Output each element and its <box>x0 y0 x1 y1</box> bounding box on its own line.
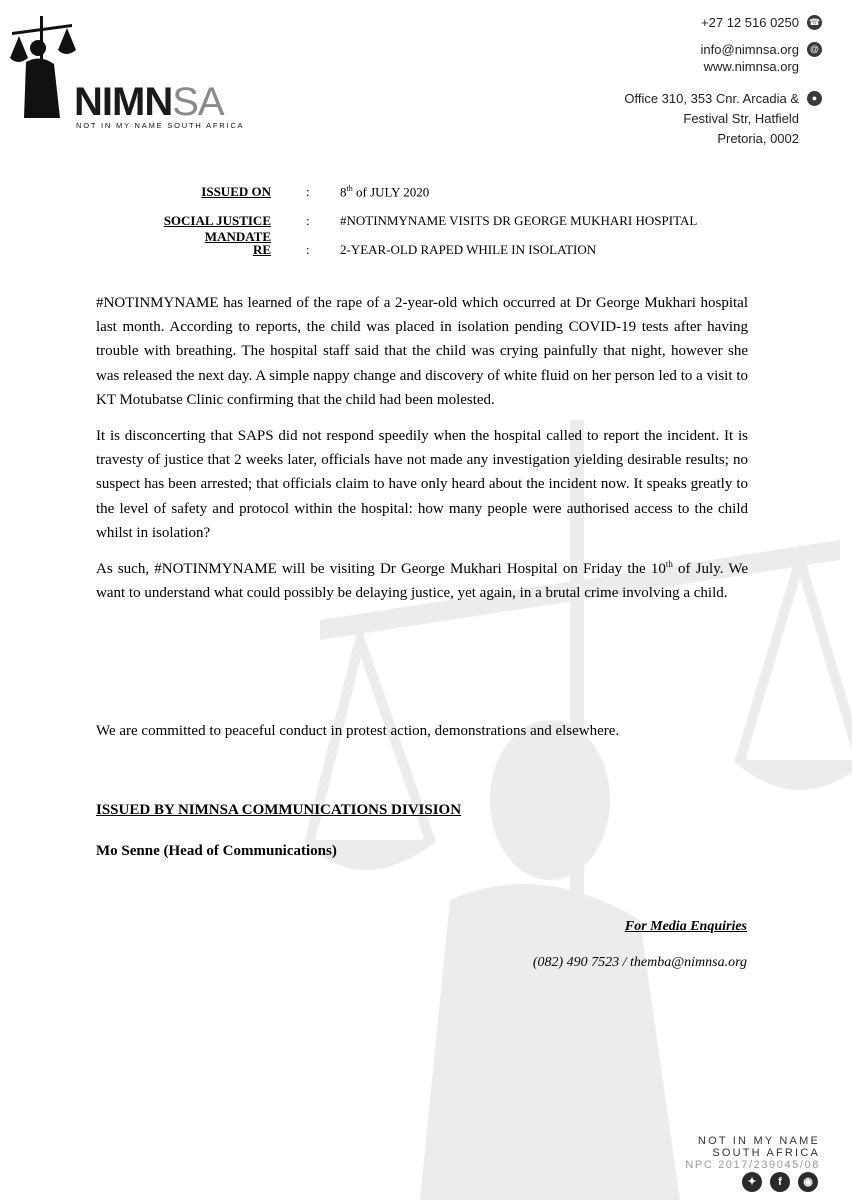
paragraph-1: #NOTINMYNAME has learned of the rape of a 2-year-old which occurred at Dr George Mukhari hospital last month. According to reports, the child was placed in isolation pending COVID-19 tests after having trouble with breathing. The hospital staff said that the child was crying painfully that night, however she was released the next day. A simple nappy change and discovery of white fluid on her person led to a visit to KT Motubatse Clinic confirming that the child had been molested. <box>96 295 748 408</box>
phone-icon: ☎ <box>807 15 822 30</box>
address-line-1: Office 310, 353 Cnr. Arcadia & <box>624 90 799 106</box>
footer-line-2: SOUTH AFRICA <box>712 1147 820 1159</box>
facebook-icon[interactable]: f <box>770 1172 790 1192</box>
phone-row <box>624 12 822 32</box>
logo-tagline: NOT IN MY NAME SOUTH AFRICA <box>76 121 245 130</box>
website-row <box>624 56 822 76</box>
media-enquiries-label: For Media Enquiries <box>624 919 747 934</box>
logo-main-text: NIMN <box>74 80 173 124</box>
media-contact: (082) 490 7523 / themba@nimnsa.org <box>532 955 747 970</box>
email-address: info@nimnsa.org <box>700 41 799 57</box>
address-row-1 <box>624 88 822 108</box>
phone-number: +27 12 516 0250 <box>701 14 799 30</box>
twitter-icon[interactable]: ✦ <box>742 1172 762 1192</box>
npc-number: NPC 2017/239045/08 <box>685 1159 820 1171</box>
footer-block <box>685 1135 820 1171</box>
re-label: RE <box>252 242 271 257</box>
statement-body <box>96 291 748 617</box>
address-row-2 <box>624 108 822 128</box>
address-line-2: Festival Str, Hatfield <box>683 110 799 126</box>
address-line-3: Pretoria, 0002 <box>717 130 799 146</box>
paragraph-2: It is disconcerting that SAPS did not respond speedily when the hospital called to report the incident. It is travesty of justice that 2 weeks later, officials have not made any investigation yielding desirable results; no suspect has been arrested; that officials claim to have only heard about the incident now. It speaks greatly to the level of safety and protocol within the hospital: how many people were authorised access to the child whilst in isolation? <box>96 428 748 541</box>
lady-justice-logo-icon <box>8 10 78 122</box>
logo-accent-text: SA <box>172 80 224 124</box>
colon: : <box>306 184 310 199</box>
nimnsa-logo <box>8 10 245 130</box>
colon: : <box>306 213 310 228</box>
issued-by-heading: ISSUED BY NIMNSA COMMUNICATIONS DIVISION <box>96 802 462 818</box>
commitment-statement: We are committed to peaceful conduct in protest action, demonstrations and elsewhere. <box>96 723 620 739</box>
logo-wordmark <box>74 82 224 122</box>
instagram-icon[interactable]: ◉ <box>798 1172 818 1192</box>
website: www.nimnsa.org <box>703 58 799 74</box>
signer-name: Mo Senne (Head of Communications) <box>96 843 337 859</box>
issued-on-label: ISSUED ON <box>201 184 271 199</box>
mandate-value: #NOTINMYNAME VISITS DR GEORGE MUKHARI HOSPITAL <box>340 213 698 228</box>
social-icons <box>742 1172 818 1192</box>
issued-on-value: 8th of JULY 2020 <box>340 184 430 200</box>
footer-line-1: NOT IN MY NAME <box>697 1135 820 1147</box>
re-value: 2-YEAR-OLD RAPED WHILE IN ISOLATION <box>340 242 597 257</box>
at-icon: @ <box>807 42 822 57</box>
paragraph-3: As such, #NOTINMYNAME will be visiting Dr George Mukhari Hospital on Friday the 10th of July. We want to understand what could possibly be delaying justice, yet again, in a brutal crime involving a child. <box>96 559 748 602</box>
contact-block <box>624 12 822 148</box>
mandate-label: SOCIAL JUSTICE MANDATE <box>163 213 271 244</box>
address-row-3 <box>624 128 822 148</box>
location-icon: ● <box>807 91 822 106</box>
colon: : <box>306 242 310 257</box>
